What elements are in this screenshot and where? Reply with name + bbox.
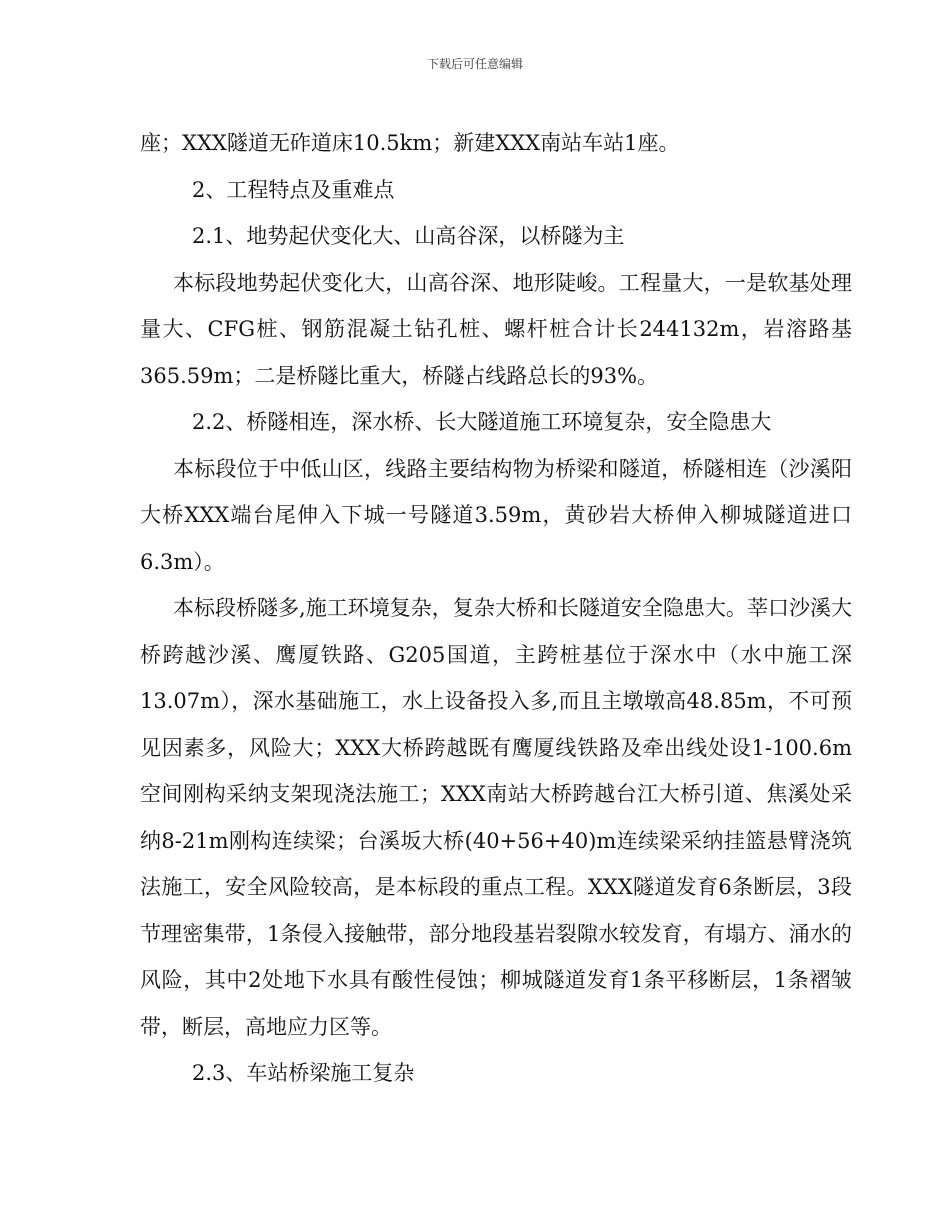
section-heading-2-1: 2.1、地势起伏变化大、山高谷深，以桥隧为主	[192, 224, 625, 248]
paragraph-bridge-tunnel-link: 本标段位于中低山区，线路主要结构物为桥梁和隧道，桥隧相连（沙溪阳大桥XXX端台尾伸入下城一号隧道3.59m，黄砂岩大桥伸入柳城隧道进口6.3m）。	[140, 456, 852, 574]
page-header: 下载后可任意编辑	[426, 57, 523, 71]
paragraph-terrain: 本标段地势起伏变化大，山高谷深、地形陡峻。工程量大，一是软基处理量大、CFG桩、钢筋混凝土钻孔桩、螺杆桩合计长244132m，岩溶路基365.59m；二是桥隧比重大，桥隧占线路总长的93%。	[140, 270, 852, 388]
document-body	[140, 120, 852, 1097]
section-heading-2-2: 2.2、桥隧相连，深水桥、长大隧道施工环境复杂，安全隐患大	[192, 410, 772, 434]
section-heading-2: 2、工程特点及重难点	[192, 177, 395, 202]
paragraph-continuation: 座；XXX隧道无砟道床10.5km；新建XXX南站车站1座。	[140, 131, 680, 155]
paragraph-construction-risk: 本标段桥隧多,施工环境复杂，复杂大桥和长隧道安全隐患大。莘口沙溪大桥跨越沙溪、鹰厦铁路、G205国道，主跨桩基位于深水中（水中施工深13.07m），深水基础施工，水上设备投入多,而且主墩墩高48.85m，不可预见因素多，风险大；XXX大桥跨越既有鹰厦线铁路及牵出线处设1-100.6m空间刚构采纳支架现浇法施工；XXX南站大桥跨越台江大桥引道、焦溪处采纳8-21m刚构连续梁；台溪坂大桥(40+56+40)m连续梁采纳挂篮悬臂浇筑法施工，安全风险较高，是本标段的重点工程。XXX隧道发育6条断层，3段节理密集带，1条侵入接触带，部分地段基岩裂隙水较发育，有塌方、涌水的风险，其中2处地下水具有酸性侵蚀；柳城隧道发育1条平移断层，1条褶皱带，断层，高地应力区等。	[140, 596, 852, 1039]
section-heading-2-3: 2.3、车站桥梁施工复杂	[192, 1061, 415, 1085]
